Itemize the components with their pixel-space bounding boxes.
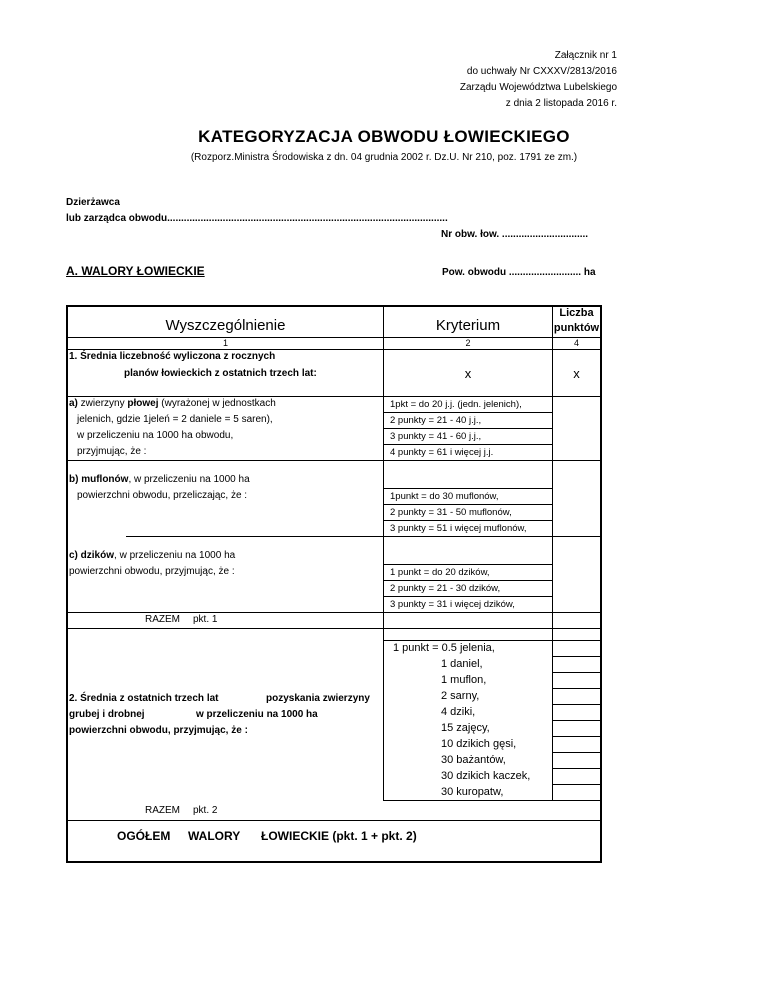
- row1-label-line2: planów łowieckich z ostatnich trzech lat:: [124, 368, 317, 379]
- section-a-title: A. WALORY ŁOWIECKIE: [66, 264, 205, 278]
- row2-label-line1a: 2. Średnia z ostatnich trzech lat: [69, 693, 219, 704]
- razem2-pkt: pkt. 2: [193, 805, 218, 816]
- c-label-line1: c) dzików, w przeliczeniu na 1000 ha: [69, 550, 236, 561]
- row2-label-line3: powierzchni obwodu, przyjmując, że :: [69, 725, 248, 736]
- attachment-number: Załącznik nr 1: [554, 50, 617, 61]
- col-divider-1a: [383, 305, 384, 631]
- row2-label-line1b: pozyskania zwierzyny: [266, 693, 370, 704]
- s2-pt-line-7: [552, 752, 600, 753]
- total-label-ogolem: OGÓŁEM: [117, 829, 171, 843]
- table-border-right: [600, 305, 602, 863]
- col-number-2: 2: [465, 338, 471, 348]
- row2-criterion-8: 30 dzikich kaczek,: [441, 770, 531, 782]
- b-criterion-3: 3 punkty = 51 i więcej muflonów,: [390, 523, 527, 534]
- a-criterion-2: 2 punkty = 21 - 40 j.j.,: [390, 415, 482, 426]
- col-header-kryterium: Kryterium: [435, 317, 501, 334]
- row2-label-line2a: grubej i drobnej: [69, 709, 145, 720]
- row2-criterion-2: 1 muflon,: [441, 674, 487, 686]
- c-criterion-3: 3 punkty = 31 i więcej dzików,: [390, 599, 515, 610]
- row2-criterion-3: 2 sarny,: [441, 690, 480, 702]
- b-end-line: [126, 536, 602, 537]
- table-border-left: [66, 305, 68, 863]
- page-title: KATEGORYZACJA OBWODU ŁOWIECKIEGO: [198, 127, 570, 146]
- board-name: Zarządu Województwa Lubelskiego: [459, 82, 617, 93]
- c-end-line: [66, 612, 602, 613]
- s2-pt-line-9: [552, 784, 600, 785]
- s2-end-line: [383, 800, 602, 801]
- total-label-walory: WALORY: [188, 829, 241, 843]
- b-label-line2: powierzchni obwodu, przeliczając, że :: [77, 490, 248, 501]
- lessee-label: Dzierżawca: [66, 197, 120, 208]
- col-divider-2b: [552, 628, 553, 801]
- row2-criterion-9: 30 kuropatw,: [441, 786, 504, 798]
- a-criterion-3: 3 punkty = 41 - 60 j.j.,: [390, 431, 482, 442]
- col-divider-1b: [383, 628, 384, 801]
- district-area: Pow. obwodu .......................... ha: [442, 267, 596, 278]
- a-criterion-4: 4 punkty = 61 i więcej j.j.: [390, 447, 494, 458]
- s2-pt-line-1: [552, 656, 600, 657]
- table-border-top: [66, 305, 602, 307]
- lessee-field: lub zarządca obwodu.....................................................................................................: [66, 213, 448, 224]
- row2-label-line2b: w przeliczeniu na 1000 ha: [196, 709, 318, 720]
- a-criterion-1: 1pkt = do 20 j.j. (jedn. jelenich),: [390, 399, 522, 410]
- a-label-line3: w przeliczeniu na 1000 ha obwodu,: [77, 430, 234, 441]
- row1-criterion-x: x: [464, 366, 472, 381]
- row2-criterion-5: 15 zajęcy,: [441, 722, 490, 734]
- razem2-label: RAZEM: [145, 805, 180, 816]
- row1-points-x: x: [573, 366, 580, 381]
- col-header-liczba: Liczba: [559, 307, 594, 319]
- numbers-row-line: [66, 349, 602, 350]
- resolution-number: do uchwały Nr CXXXV/2813/2016: [466, 66, 617, 77]
- row1-label-line1: 1. Średnia liczebność wyliczona z rocznych: [69, 351, 276, 362]
- b-criterion-2: 2 punkty = 31 - 50 muflonów,: [390, 507, 512, 518]
- b-criterion-1: 1punkt = do 30 muflonów,: [390, 491, 499, 502]
- s2-pt-line-6: [552, 736, 600, 737]
- col-divider-2a: [552, 305, 553, 631]
- c-criterion-2: 2 punkty = 21 - 30 dzików,: [390, 583, 501, 594]
- table-border-bottom: [66, 861, 602, 863]
- page-subtitle: (Rozporz.Ministra Środowiska z dn. 04 grudnia 2002 r. Dz.U. Nr 210, poz. 1791 ze zm.): [190, 152, 578, 163]
- col-header-punktow: punktów: [553, 322, 600, 334]
- c-criterion-1: 1 punkt = do 20 dzików,: [390, 567, 490, 578]
- col-header-wyszczegolnienie: Wyszczególnienie: [165, 317, 286, 334]
- s2-pt-line-8: [552, 768, 600, 769]
- c-label-line2: powierzchni obwodu, przyjmując, że :: [69, 566, 235, 577]
- razem1-pkt: pkt. 1: [193, 614, 218, 625]
- a-end-line: [66, 460, 602, 461]
- b-label-line1: b) muflonów, w przeliczeniu na 1000 ha: [69, 474, 250, 485]
- s2-pt-line-5: [552, 720, 600, 721]
- row2-criterion-6: 10 dzikich gęsi,: [441, 738, 517, 750]
- s2-pt-line-4: [552, 704, 600, 705]
- a-label-line4: przyjmując, że :: [77, 446, 147, 457]
- row2-criterion-7: 30 bażantów,: [441, 754, 506, 766]
- row2-criterion-1: 1 daniel,: [441, 658, 483, 670]
- row2-criterion-4: 4 dziki,: [441, 706, 476, 718]
- s2-line-1: [383, 640, 602, 641]
- razem1-label: RAZEM: [145, 614, 180, 625]
- razem2-line: [66, 820, 602, 821]
- razem1-line: [66, 628, 602, 629]
- row2-criterion-first: 1 punkt = 0.5 jelenia,: [393, 642, 495, 654]
- s2-pt-line-2: [552, 672, 600, 673]
- a-label-line2: jelenich, gdzie 1jeleń = 2 daniele = 5 saren),: [77, 414, 273, 425]
- total-label-lowieckie: ŁOWIECKIE (pkt. 1 + pkt. 2): [261, 829, 417, 843]
- col-number-3: 4: [573, 338, 579, 348]
- resolution-date: z dnia 2 listopada 2016 r.: [505, 98, 617, 109]
- hunting-district-number: Nr obw. łow. ...............................: [441, 229, 589, 240]
- s2-pt-line-3: [552, 688, 600, 689]
- col-number-1: 1: [222, 338, 228, 348]
- a-label-line1: a) zwierzyny płowej (wyrażonej w jednostkach: [69, 398, 276, 409]
